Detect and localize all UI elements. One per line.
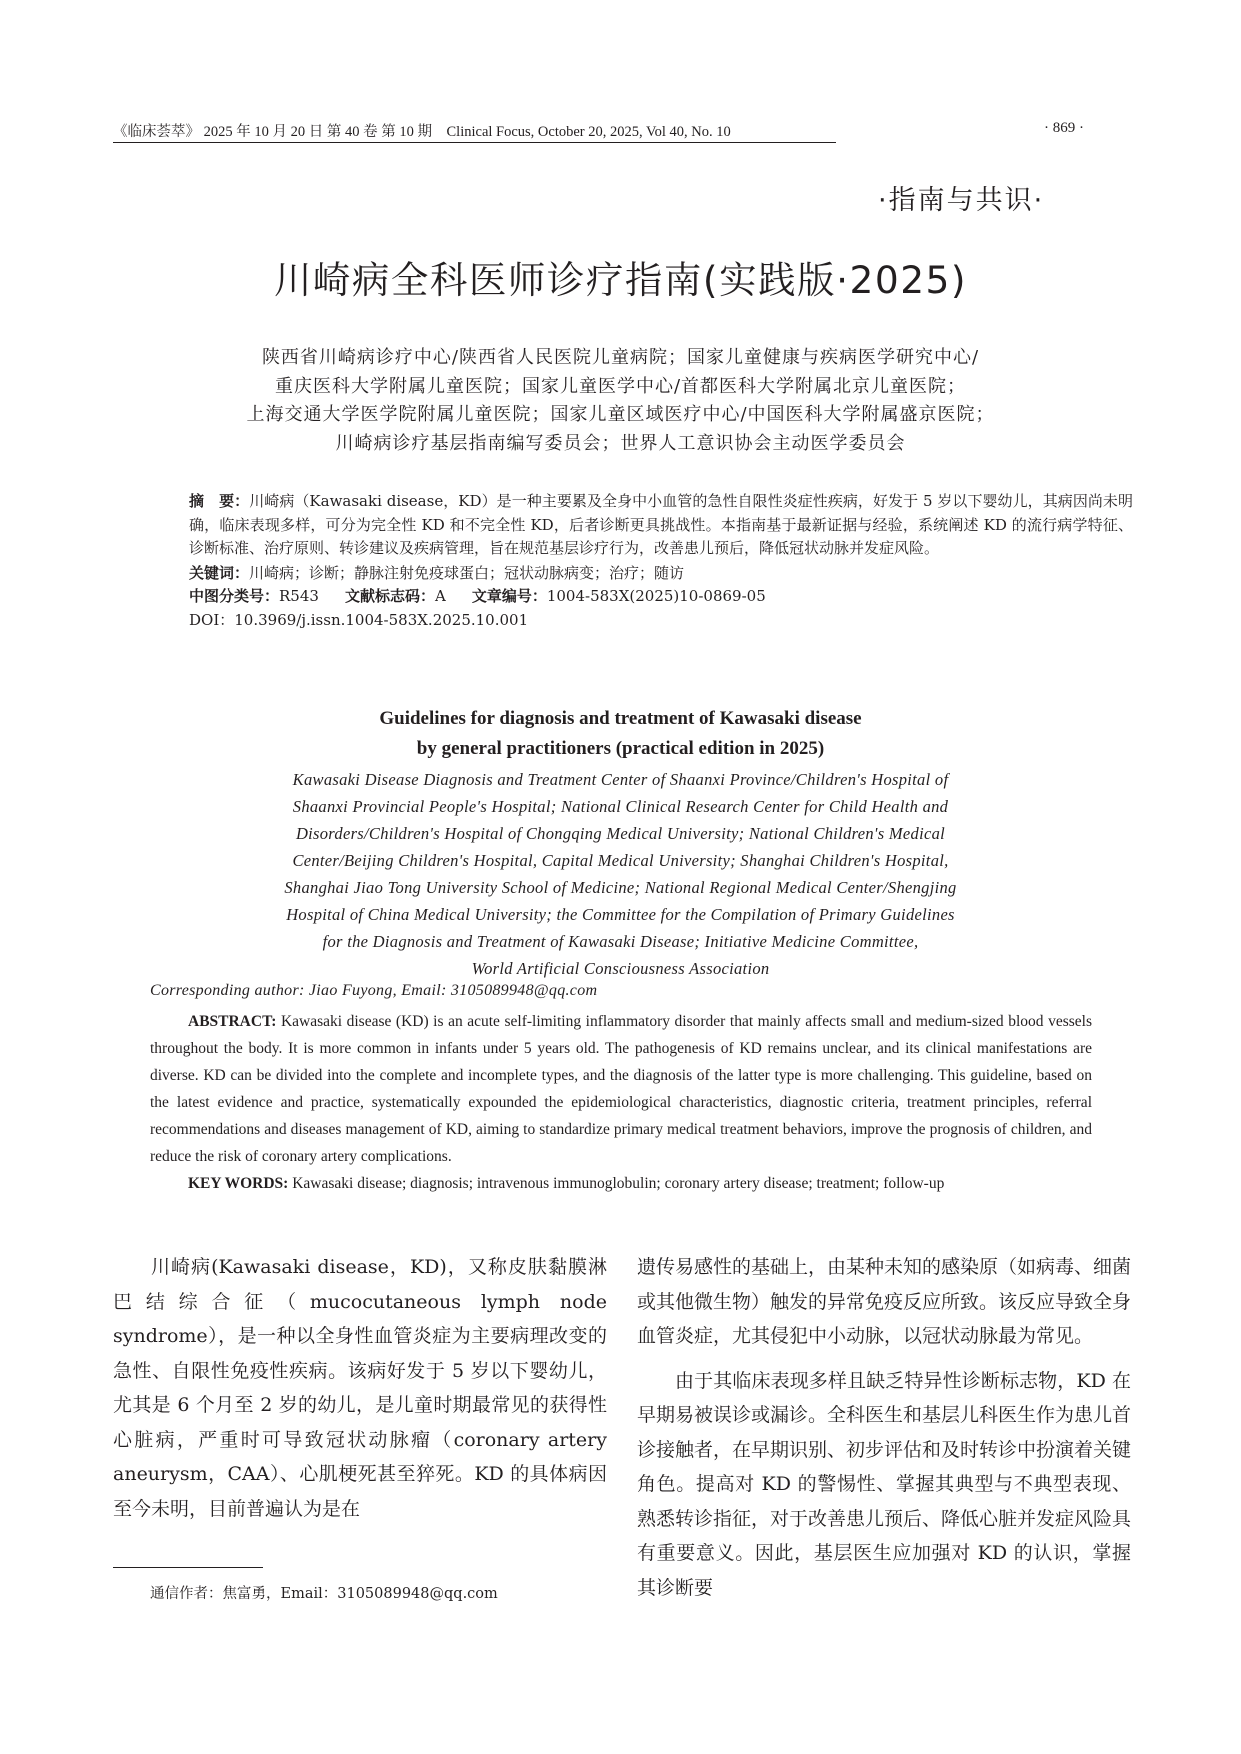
abstract-cn-body xyxy=(189,490,1133,561)
affiliations-cn xyxy=(0,344,1241,458)
keywords-en-text: Kawasaki disease; diagnosis; intravenous immunoglobulin; coronary artery disease; treatment; follow-up xyxy=(292,1175,945,1192)
affiliation-line: 上海交通大学医学院附属儿童医院；国家儿童区域医疗中心/中国医科大学附属盛京医院； xyxy=(246,404,995,425)
affiliation-en-line: Center/Beijing Children's Hospital, Capital Medical University; Shanghai Children's Hospital, xyxy=(292,851,949,870)
footnote: 通信作者：焦富勇，Email：3105089948@qq.com xyxy=(150,1586,498,1602)
affiliation-en-line: Hospital of China Medical University; the Committee for the Compilation of Primary Guidelines xyxy=(286,905,955,924)
affiliation-en-line: Kawasaki Disease Diagnosis and Treatment Center of Shaanxi Province/Children's Hospital of xyxy=(292,770,949,789)
affiliation-en-line: Shanghai Jiao Tong University School of Medicine; National Regional Medical Center/Shengjing xyxy=(284,878,957,897)
keywords-cn-text: 川崎病；诊断；静脉注射免疫球蛋白；冠状动脉病变；治疗；随访 xyxy=(249,563,685,582)
title-en-line: Guidelines for diagnosis and treatment of Kawasaki disease xyxy=(379,708,862,729)
affiliation-line: 陕西省川崎病诊疗中心/陕西省人民医院儿童病院；国家儿童健康与疾病医学研究中心/ xyxy=(261,347,980,368)
footnote-rule xyxy=(113,1567,263,1568)
header-rule xyxy=(113,142,836,143)
running-header: 《临床荟萃》 2025 年 10 月 20 日 第 40 卷 第 10 期 Clinical Focus, October 20, 2025, Vol 40, No. 10 xyxy=(113,124,731,140)
body-paragraph: 川崎病(Kawasaki disease，KD)，又称皮肤黏膜淋巴结综合征（mucocutaneous lymph node syndrome），是一种以全身性血管炎症为主要病理改变的急性、自限性免疫性疾病。该病好发于 5 岁以下婴幼儿，尤其是 6 个月至 2 岁的幼儿，是儿童时期最常见的获得性心脏病，严重时可导致冠状动脉瘤（coronary artery aneurysm，CAA）、心肌梗死甚至猝死。KD 的具体病因至今未明，目前普遍认为是在 xyxy=(113,1256,607,1520)
affiliation-en-line: Disorders/Children's Hospital of Chongqing Medical University; National Children's Medical xyxy=(295,824,946,843)
corresponding-author-en: Corresponding author: Jiao Fuyong, Email: 3105089948@qq.com xyxy=(150,982,598,999)
keywords-en-label: KEY WORDS: xyxy=(188,1175,289,1192)
abstract-en-text: Kawasaki disease (KD) is an acute self-limiting inflammatory disorder that mainly affects small and medium-sized blood vessels throughout the body. It is more common in infants under 5 years old. The pathogenesis of KD remains unclear, and its clinical manifestations are diverse. KD can be divided into the complete and incomplete types, and the diagnosis of the latter type is more challenging. This guideline, based on the latest evidence and practice, systematically expounded the epidemiological characteristics, diagnostic criteria, treatment principles, referral recommendations and diseases management of KD, aiming to standardize primary medical treatment behaviors, improve the prognosis of children, and reduce the risk of coronary artery complications. xyxy=(150,1013,1092,1165)
title-en-line: by general practitioners (practical edition in 2025) xyxy=(416,738,825,759)
body-paragraph: 遗传易感性的基础上，由某种未知的感染原（如病毒、细菌或其他微生物）触发的异常免疫反应所致。该反应导致全身血管炎症，尤其侵犯中小动脉，以冠状动脉最为常见。 xyxy=(637,1256,1132,1347)
affiliation-line: 重庆医科大学附属儿童医院；国家儿童医学中心/首都医科大学附属北京儿童医院； xyxy=(274,375,967,397)
affiliation-en-line: for the Diagnosis and Treatment of Kawasaki Disease; Initiative Medicine Committee, xyxy=(322,932,919,951)
clc-label: 中图分类号： xyxy=(189,587,280,605)
abstract-cn-text: 川崎病（Kawasaki disease，KD）是一种主要累及全身中小血管的急性自限性炎症性疾病，好发于 5 岁以下婴幼儿，其病因尚未明确，临床表现多样，可分为完全性 KD 和不完全性 KD，后者诊断更具挑战性。本指南基于最新证据与经验，系统阐述 KD 的流行病学特征、诊断标准、治疗原则、转诊建议及疾病管理，旨在规范基层诊疗行为，改善患儿预后，降低冠状动脉并发症风险。 xyxy=(189,492,1133,557)
abstract-en xyxy=(150,1008,1092,1197)
body-column-left xyxy=(113,1250,607,1526)
keywords-cn xyxy=(189,562,1133,586)
page-number: · 869 · xyxy=(1044,120,1084,136)
doc-code-label: 文献标志码： xyxy=(344,587,435,605)
keywords-cn-label: 关键词： xyxy=(189,563,250,582)
abstract-en-body xyxy=(150,1008,1092,1170)
abstract-en-label: ABSTRACT: xyxy=(188,1013,277,1030)
body-column-right xyxy=(637,1250,1131,1605)
article-title: 川崎病全科医师诊疗指南(实践版·2025) xyxy=(273,258,968,302)
abstract-cn-label: 摘 要： xyxy=(189,492,250,510)
affiliations-en xyxy=(0,766,1241,982)
section-tag: ·指南与共识· xyxy=(878,185,1045,216)
doi-line: DOI：10.3969/j.issn.1004-583X.2025.10.001 xyxy=(189,610,529,629)
body-paragraph: 由于其临床表现多样且缺乏特异性诊断标志物，KD 在早期易被误诊或漏诊。全科医生和基层儿科医生作为患儿首诊接触者，在早期识别、初步评估和及时转诊中扮演着关键角色。提高对 KD 的警惕性、掌握其典型与不典型表现、熟悉转诊指征，对于改善患儿预后、降低心脏并发症风险具有重要意义。因此，基层医生应加强对 KD 的认识，掌握其诊断要 xyxy=(637,1369,1132,1599)
clc-value: R543 xyxy=(279,587,319,605)
affiliation-en-line: Shaanxi Provincial People's Hospital; National Clinical Research Center for Child Health and xyxy=(292,797,949,816)
article-no-label: 文章编号： xyxy=(471,587,547,605)
keywords-en xyxy=(150,1170,1092,1197)
article-no-value: 1004-583X(2025)10-0869-05 xyxy=(546,587,766,605)
affiliation-line: 川崎病诊疗基层指南编写委员会；世界人工意识协会主动医学委员会 xyxy=(335,432,906,454)
doc-code-value: A xyxy=(434,587,446,605)
abstract-cn xyxy=(189,490,1133,632)
affiliation-en-line: World Artificial Consciousness Association xyxy=(471,959,770,978)
classification-line xyxy=(189,585,1133,609)
abstract-cn-meta xyxy=(189,562,1133,633)
title-en xyxy=(0,704,1241,764)
